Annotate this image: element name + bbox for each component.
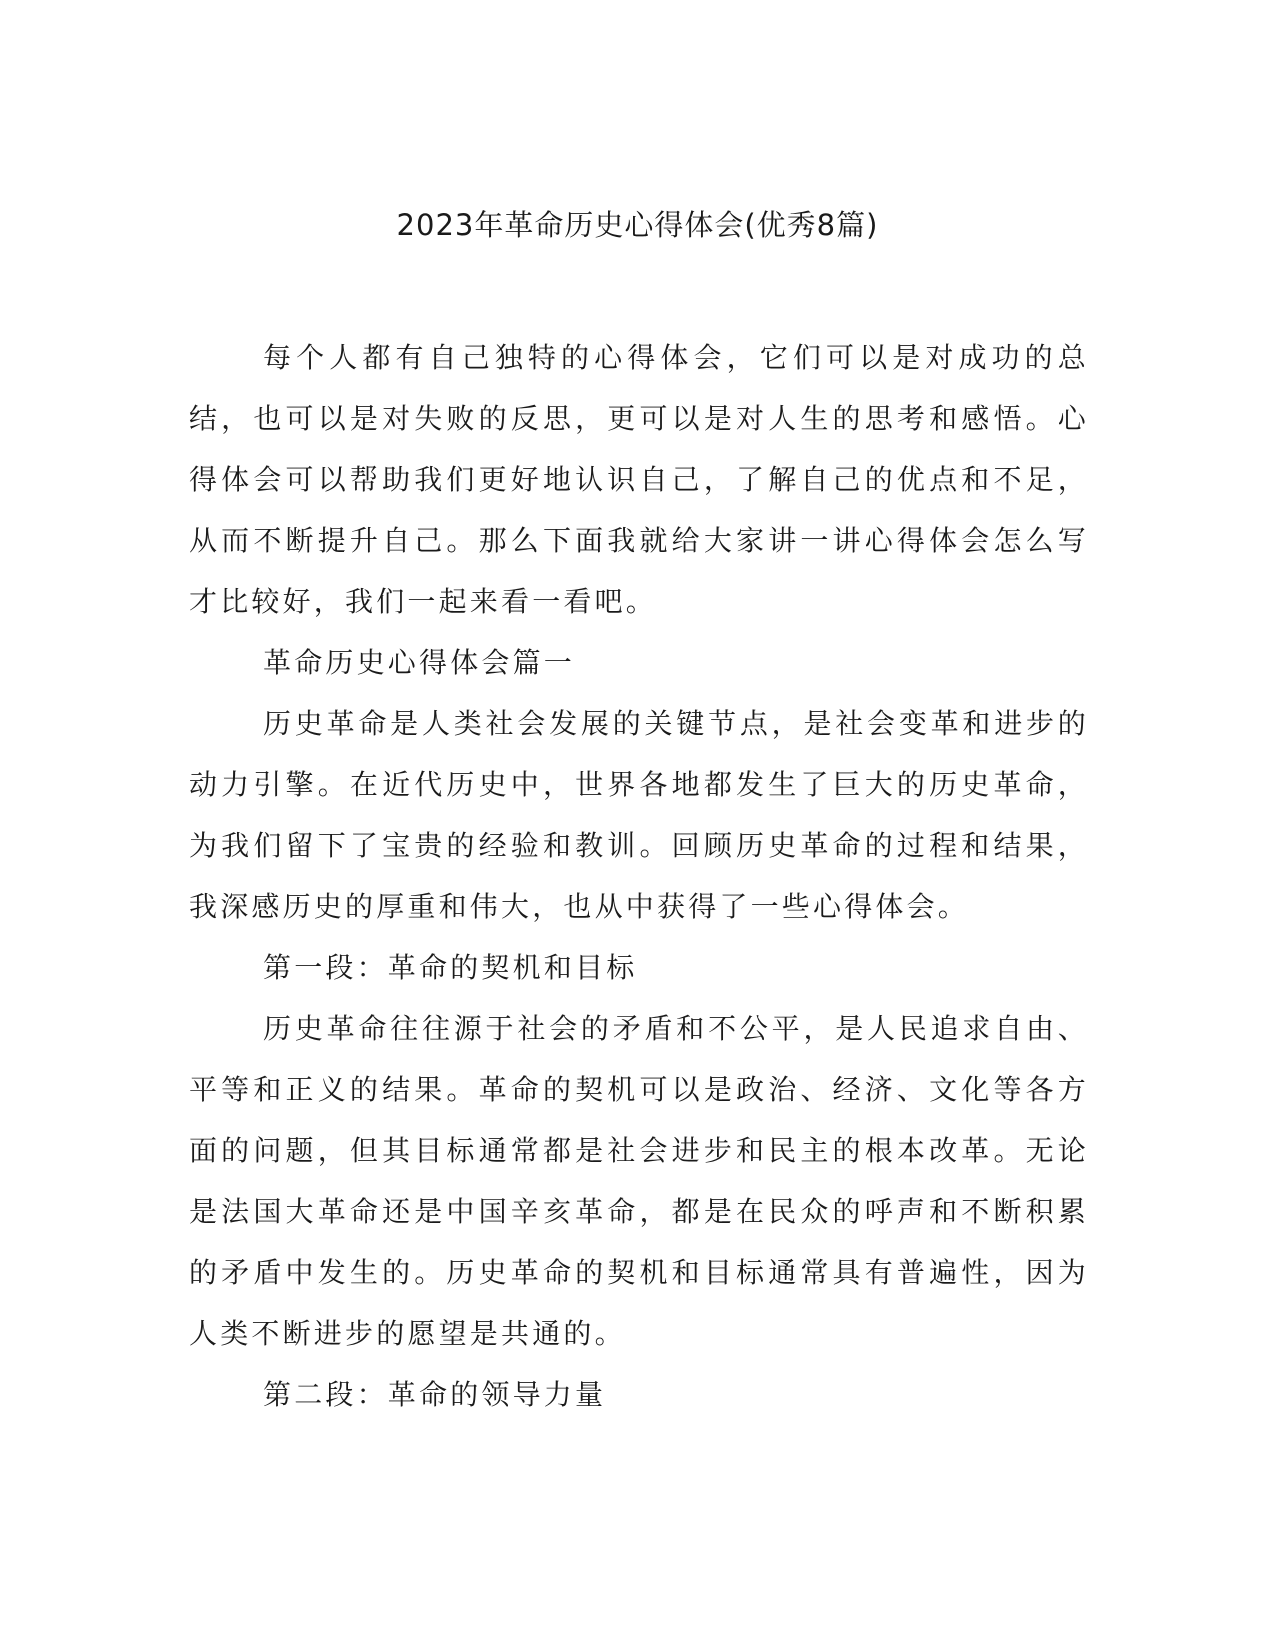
section-heading-second-segment: 第二段：革命的领导力量 [263,1378,607,1411]
document-title: 2023年革命历史心得体会(优秀8篇) [396,208,879,242]
section-heading-first-segment: 第一段：革命的契机和目标 [263,951,638,984]
document-body [189,327,1089,1425]
section-heading-part-one: 革命历史心得体会篇一 [263,646,576,679]
intro-paragraph: 每个人都有自己独特的心得体会，它们可以是对成功的总结，也可以是对失败的反思，更可以是对人生的思考和感悟。心得体会可以帮助我们更好地认识自己，了解自己的优点和不足，从而不断提升自己。那么下面我就给大家讲一讲心得体会怎么写才比较好，我们一起来看一看吧。 [189,341,1089,618]
body-paragraph: 历史革命往往源于社会的矛盾和不公平，是人民追求自由、平等和正义的结果。革命的契机可以是政治、经济、文化等各方面的问题，但其目标通常都是社会进步和民主的根本改革。无论是法国大革命还是中国辛亥革命，都是在民众的呼声和不断积累的矛盾中发生的。历史革命的契机和目标通常具有普遍性，因为人类不断进步的愿望是共通的。 [189,1012,1089,1350]
body-paragraph: 历史革命是人类社会发展的关键节点，是社会变革和进步的动力引擎。在近代历史中，世界各地都发生了巨大的历史革命，为我们留下了宝贵的经验和教训。回顾历史革命的过程和结果，我深感历史的厚重和伟大，也从中获得了一些心得体会。 [189,707,1089,923]
